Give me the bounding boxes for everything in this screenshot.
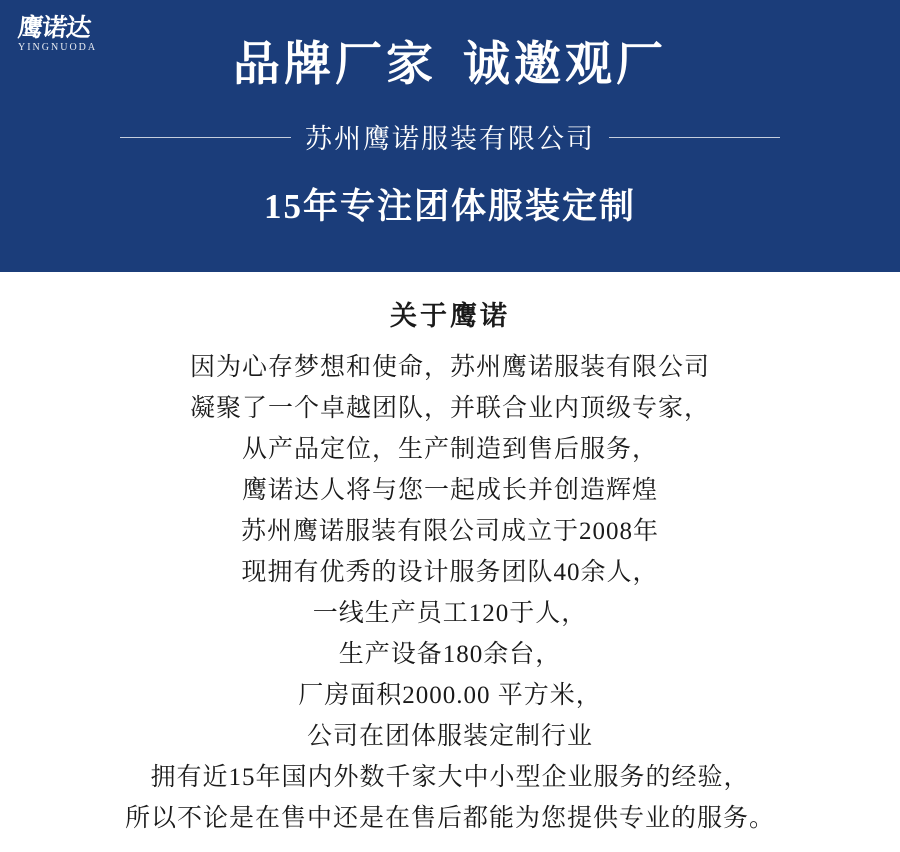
headline-right-text: 诚邀观厂 <box>463 39 667 91</box>
about-line: 所以不论是在售中还是在售后都能为您提供专业的服务。 <box>124 805 775 832</box>
about-line: 因为心存梦想和使命，苏州鹰诺服装有限公司 <box>189 354 710 381</box>
brand-logo-subtext: YINGNUODA <box>18 42 98 53</box>
about-line: 凝聚了一个卓越团队，并联合业内顶级专家， <box>189 395 710 422</box>
about-line: 生产设备180余台， <box>338 641 562 668</box>
banner-company-name: 苏州鹰诺服装有限公司 <box>305 124 595 155</box>
about-section <box>0 272 900 839</box>
divider-line-right <box>609 137 780 138</box>
about-line: 现拥有优秀的设计服务团队40余人， <box>241 559 659 586</box>
about-body <box>0 347 900 839</box>
about-line: 公司在团体服装定制行业 <box>306 723 593 750</box>
about-line: 拥有近15年国内外数千家大中小型企业服务的经验， <box>150 764 750 791</box>
divider-line-left <box>120 137 291 138</box>
banner-headline <box>233 38 667 92</box>
brand-logo-text: 鹰诺达 <box>16 15 92 42</box>
banner-divider-row <box>120 118 780 157</box>
about-line: 从产品定位，生产制造到售后服务， <box>241 436 658 463</box>
about-line: 一线生产员工120于人， <box>312 600 588 627</box>
banner-tagline: 15年专注团体服装定制 <box>263 187 636 227</box>
banner-content <box>0 0 900 272</box>
about-line: 鹰诺达人将与您一起成长并创造辉煌 <box>241 477 658 504</box>
about-line: 厂房面积2000.00 平方米， <box>298 682 602 709</box>
headline-left-text: 品牌厂家 <box>233 39 437 91</box>
promo-banner <box>0 0 900 272</box>
about-line: 苏州鹰诺服装有限公司成立于2008年 <box>240 518 659 545</box>
about-title: 关于鹰诺 <box>390 301 510 331</box>
